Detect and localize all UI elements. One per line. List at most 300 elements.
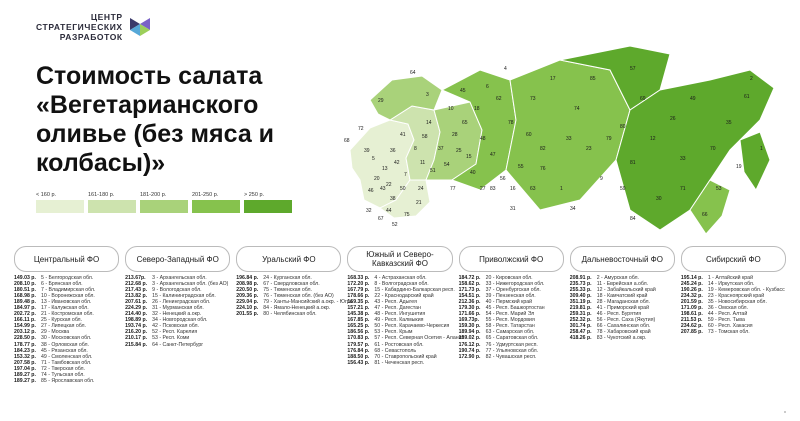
region-name: 60 - Респ. Хакасия xyxy=(707,323,753,330)
region-name: 41 - Приморский край xyxy=(596,305,649,312)
price-value: 172.20 р. xyxy=(347,281,370,288)
map-region-number: 20 xyxy=(374,176,380,182)
price-value: 224.29 р. xyxy=(125,305,148,312)
map-region-number: 66 xyxy=(702,212,708,218)
district-header: Приволжский ФО xyxy=(459,246,564,272)
map-region-number: 27 xyxy=(480,186,486,192)
region-name: 30 - Московская обл. xyxy=(41,335,92,342)
region-name: 49 - Смоленская обл. xyxy=(41,353,93,360)
region-name: 9 - Вологодская обл. xyxy=(152,287,202,294)
price-value: 179.57 р. xyxy=(347,341,370,348)
price-value: 184.97 р. xyxy=(14,305,36,312)
price-value: 228.50 р. xyxy=(14,335,36,342)
price-value: 189.27 р. xyxy=(14,371,36,378)
region-name: 38 - Орловская обл. xyxy=(41,341,89,348)
legend-item xyxy=(140,192,188,213)
price-value: 167.85 р. xyxy=(347,317,370,324)
region-name: 84 - Ямало-Ненецкий а.окр. xyxy=(263,305,331,312)
price-value: 168.98 р. xyxy=(14,293,36,300)
district-column xyxy=(347,246,465,384)
price-value: 153.32 р. xyxy=(14,353,36,360)
map-region-number: 73 xyxy=(530,96,536,102)
price-row xyxy=(14,378,119,384)
region-name: 14 - Иркутская обл. xyxy=(707,281,755,288)
region-name: 76 - Тюменская обл. (без АО) xyxy=(263,293,334,300)
map-region-number: 80 xyxy=(620,124,626,130)
price-value: 178.66 р. xyxy=(347,293,370,300)
map-region-number: 28 xyxy=(452,132,458,138)
price-value: 176.84 р. xyxy=(347,347,370,354)
price-value: 214.40 р. xyxy=(125,311,148,318)
region-name: 5 - Белгородская обл. xyxy=(41,275,94,281)
region-name: 45 - Рязанская обл. xyxy=(41,347,88,354)
region-name: 65 - Саратовская обл. xyxy=(485,335,539,342)
district-rows xyxy=(125,275,230,348)
map-region-number: 85 xyxy=(590,76,596,82)
price-value: 201.59 р. xyxy=(680,299,703,306)
map-region-number: 49 xyxy=(690,96,696,102)
price-value: 202.72 р. xyxy=(14,311,36,318)
district-column xyxy=(125,246,230,384)
region-name: 49 - Респ. Калмыкия xyxy=(374,317,424,324)
price-value: 209.36 р. xyxy=(236,293,259,300)
region-name: 78 - Хабаровский край xyxy=(596,329,651,336)
map-region-number: 33 xyxy=(566,136,572,142)
price-value: 154.51 р. xyxy=(458,293,481,300)
price-row xyxy=(459,354,564,360)
map-region-number: 46 xyxy=(368,188,374,194)
map-region-number: 16 xyxy=(510,186,516,192)
map-region-number: 59 xyxy=(620,186,626,192)
map-region-number: 1 xyxy=(560,186,563,192)
price-value: 229.04 р. xyxy=(236,299,259,306)
price-value: 159.30 р. xyxy=(458,323,481,330)
map-region-number: 19 xyxy=(736,164,742,170)
price-value: 418.26 р. xyxy=(569,335,592,342)
map-region-number: 6 xyxy=(486,84,489,90)
price-value: 172.90 р. xyxy=(458,353,481,360)
map-region-number: 57 xyxy=(630,66,636,72)
region-name: 3 - Архангельская обл. xyxy=(152,275,207,281)
price-value: 212.36 р. xyxy=(458,299,481,306)
region-name: 53 - Респ. Крым xyxy=(374,329,413,336)
color-legend xyxy=(36,192,296,213)
logo-line-2: СТРАТЕГИЧЕСКИХ xyxy=(36,22,123,32)
district-rows xyxy=(570,275,675,342)
map-region-number: 42 xyxy=(394,160,400,166)
region-name: 58 - Респ. Татарстан xyxy=(485,323,535,330)
price-value: 208.91 р. xyxy=(569,275,592,281)
price-value: 301.74 р. xyxy=(569,323,592,330)
region-name: 21 - Костромская обл. xyxy=(41,311,94,318)
region-name: 48 - Респ. Ингушетия xyxy=(374,311,426,318)
region-name: 68 - Севастополь xyxy=(374,347,417,354)
map-region-number: 1 xyxy=(760,146,763,152)
region-name: 22 - Краснодарский край xyxy=(374,293,434,300)
price-value: 235.73 р. xyxy=(569,281,592,288)
price-value: 201.55 р. xyxy=(236,311,259,318)
region-name: 55 - Респ. Мордовия xyxy=(485,317,535,324)
region-name: 53 - Респ. Коми xyxy=(152,335,190,342)
price-value: 216.20 р. xyxy=(125,329,148,336)
price-row xyxy=(681,329,786,335)
region-name: 1 - Алтайский край xyxy=(707,275,753,281)
map-region-number: 25 xyxy=(456,148,462,154)
region-name: 27 - Липецкая обл. xyxy=(41,323,86,330)
price-value: 234.32 р. xyxy=(680,293,703,300)
map-region-number: 69 xyxy=(640,96,646,102)
map-region-number: 77 xyxy=(450,186,456,192)
map-region-number: 45 xyxy=(460,88,466,94)
region-name: 54 - Респ. Марий Эл xyxy=(485,311,535,318)
legend-item xyxy=(88,192,136,213)
map-region-number: 32 xyxy=(366,208,372,214)
price-value: 203.12 р. xyxy=(14,329,36,336)
legend-item xyxy=(192,192,240,213)
district-header: Дальневосточный ФО xyxy=(570,246,675,272)
region-name: 67 - Свердловская обл. xyxy=(263,281,320,288)
map-region-number: 13 xyxy=(382,166,388,172)
price-value: 188.50 р. xyxy=(347,353,370,360)
price-value: 179.30 р. xyxy=(458,305,481,312)
price-value: 184.23 р. xyxy=(14,347,36,354)
price-value: 189.94 р. xyxy=(458,329,481,336)
region-name: 4 - Астраханская обл. xyxy=(374,275,427,281)
price-value: 217.43 р. xyxy=(125,287,148,294)
price-value: 176.12 р. xyxy=(458,341,481,348)
map-region-number: 23 xyxy=(586,146,592,152)
region-name: 77 - Ульяновская обл. xyxy=(485,347,539,354)
map-region-number: 35 xyxy=(726,120,732,126)
price-value: 189.48 р. xyxy=(14,299,36,306)
map-region-number: 36 xyxy=(390,148,396,154)
map-region-number: 39 xyxy=(364,148,370,154)
price-value: 157.21 р. xyxy=(347,305,370,312)
map-region-number: 15 xyxy=(466,154,472,160)
map-region-number: 50 xyxy=(400,186,406,192)
price-value: 156.43 р. xyxy=(347,359,370,366)
price-value: 213.82 р. xyxy=(125,293,148,300)
map-region-number: 53 xyxy=(716,186,722,192)
region-name: 40 - Пермский край xyxy=(485,299,533,306)
region-name: 80 - Челябинская обл. xyxy=(263,311,317,318)
price-value: 212.68 р. xyxy=(125,281,148,288)
price-value: 190.74 р. xyxy=(458,347,481,354)
map-region-number: 55 xyxy=(518,164,524,170)
map-region-number: 29 xyxy=(378,98,384,104)
region-name: 29 - Москва xyxy=(41,329,70,336)
legend-swatch xyxy=(140,200,188,213)
region-name: 25 - Курская обл. xyxy=(41,317,83,324)
region-name: 44 - Респ. Алтай xyxy=(707,311,748,318)
region-name: 73 - Томская обл. xyxy=(707,329,750,336)
region-name: 37 - Оренбургская обл. xyxy=(485,287,541,294)
map-region-number: 38 xyxy=(390,196,396,202)
price-value: 180.51 р. xyxy=(14,287,36,294)
region-name: 83 - Чукотский а.окр. xyxy=(596,335,647,342)
price-value: 195.14 р. xyxy=(680,275,703,281)
map-region-number: 75 xyxy=(404,212,410,218)
map-region-number: 5 xyxy=(372,156,375,162)
region-name: 32 - Ненецкий а.окр. xyxy=(152,311,202,318)
map-region-number: 63 xyxy=(530,186,536,192)
price-value: 208.98 р. xyxy=(236,281,259,288)
map-region-number: 17 xyxy=(550,76,556,82)
price-value: 170.83 р. xyxy=(347,335,370,342)
price-value: 184.72 р. xyxy=(458,275,481,281)
map-region-number: 64 xyxy=(410,70,416,76)
map-region-number: 67 xyxy=(378,216,384,222)
price-value: 213.67р. xyxy=(125,275,146,281)
map-region-number: 82 xyxy=(540,146,546,152)
region-name: 56 - Респ. Саха (Якутия) xyxy=(596,317,656,324)
region-name: 24 - Курганская обл. xyxy=(263,275,312,281)
legend-item xyxy=(244,192,292,213)
region-name: 50 - Респ. Карачаево-Черкесия xyxy=(374,323,450,330)
region-name: 74 - Тульская обл. xyxy=(41,371,85,378)
region-name: 81 - Чеченская респ. xyxy=(374,359,425,366)
legend-label: 181-200 р. xyxy=(140,192,167,198)
region-name: 8 - Волгоградская обл. xyxy=(374,281,429,288)
price-value: 171.66 р. xyxy=(458,311,481,318)
map-region-siberia xyxy=(506,60,630,210)
region-name: 42 - Псковская обл. xyxy=(152,323,199,330)
map-region-number: 18 xyxy=(474,106,480,112)
region-name: 39 - Пензенская обл. xyxy=(485,293,536,300)
price-value: 207.61 р. xyxy=(125,299,148,306)
price-value: 166.11 р. xyxy=(14,317,36,324)
price-value: 198.89 р. xyxy=(125,317,148,324)
price-value: 149.03 р. xyxy=(14,275,36,281)
map-region-number: 68 xyxy=(344,138,350,144)
region-name: 64 - Санкт-Петербург xyxy=(152,341,204,348)
price-value: 154.99 р. xyxy=(14,323,36,330)
map-region-number: 21 xyxy=(416,200,422,206)
map-region-number: 74 xyxy=(574,106,580,112)
district-column xyxy=(236,246,353,384)
page-dot xyxy=(784,411,786,413)
map-region-number: 65 xyxy=(462,120,468,126)
map-region-number: 9 xyxy=(600,176,603,182)
region-name: 82 - Чувашская респ. xyxy=(485,353,537,360)
price-value: 167.79 р. xyxy=(347,287,370,294)
region-name: 59 - Респ. Тыва xyxy=(707,317,745,324)
map-region-number: 76 xyxy=(540,166,546,172)
price-value: 207.58 р. xyxy=(14,359,36,366)
map-region-number: 26 xyxy=(670,116,676,122)
map-region-number: 81 xyxy=(630,160,636,166)
district-header: Северо-Западный ФО xyxy=(125,246,230,272)
price-value: 198.61 р. xyxy=(680,311,703,318)
map-region-number: 61 xyxy=(744,94,750,100)
map-region-number: 51 xyxy=(430,168,436,174)
region-name: 75 - Тюменская обл. xyxy=(263,287,312,294)
price-value: 234.62 р. xyxy=(680,323,703,330)
price-value: 171.73 р. xyxy=(458,287,481,294)
district-header: Сибирский ФО xyxy=(681,246,786,272)
map-region-number: 41 xyxy=(400,132,406,138)
region-name: 17 - Калужская обл. xyxy=(41,305,89,312)
legend-swatch xyxy=(244,200,292,213)
region-name: 18 - Камчатский край xyxy=(596,293,648,300)
price-value: 211.53 р. xyxy=(680,317,703,324)
region-name: 26 - Ленинградская обл. xyxy=(152,299,211,306)
map-region-number: 48 xyxy=(480,136,486,142)
price-value: 189.27 р. xyxy=(14,377,36,384)
price-value: 158.62 р. xyxy=(458,281,481,288)
region-name: 61 - Ростовская обл. xyxy=(374,341,424,348)
district-column xyxy=(570,246,675,384)
map-region-number: 44 xyxy=(386,208,392,214)
district-column xyxy=(681,246,786,384)
region-name: 70 - Ставропольский край xyxy=(374,353,437,360)
region-name: 43 - Респ. Адыгея xyxy=(374,299,417,306)
price-value: 224.10 р. xyxy=(236,305,259,312)
region-name: 12 - Забайкальский край xyxy=(596,287,656,294)
map-region-number: 31 xyxy=(510,206,516,212)
district-rows xyxy=(347,275,465,366)
price-value: 178.77 р. xyxy=(14,341,36,348)
map-region-number: 37 xyxy=(438,146,444,152)
region-name: 13 - Ивановская обл. xyxy=(41,299,92,306)
price-value: 169.73р. xyxy=(458,317,480,324)
legend-label: > 250 р. xyxy=(244,192,265,198)
logo xyxy=(36,12,153,42)
map-region-number: 58 xyxy=(422,134,428,140)
price-value: 196.84 р. xyxy=(236,275,259,281)
region-name: 15 - Кабардино-Балкарская респ. xyxy=(374,287,455,294)
region-name: 47 - Респ. Дагестан xyxy=(374,305,421,312)
price-row xyxy=(347,360,452,366)
region-name: 76 - Удмуртская респ. xyxy=(485,341,538,348)
logo-line-1: ЦЕНТР xyxy=(90,12,123,22)
map-region-number: 56 xyxy=(500,176,506,182)
price-value: 168.33 р. xyxy=(347,275,370,281)
map-region-number: 62 xyxy=(496,96,502,102)
region-name: 19 - Кемеровская обл. - Кузбасс xyxy=(707,287,785,294)
region-name: 57 - Респ. Северная Осетия - Алания xyxy=(374,335,465,342)
price-value: 145.38 р. xyxy=(347,311,370,318)
district-column xyxy=(14,246,119,384)
price-value: 171.09 р. xyxy=(680,305,703,312)
price-value: 220.50 р. xyxy=(236,287,259,294)
district-column xyxy=(459,246,564,384)
region-name: 7 - Владимирская обл. xyxy=(41,287,96,294)
price-value: 252.32 р. xyxy=(569,317,592,324)
region-name: 46 - Респ. Бурятия xyxy=(596,311,642,318)
map-region-number: 71 xyxy=(680,186,686,192)
region-name: 28 - Магаданская обл. xyxy=(596,299,650,306)
page-title: Стоимость салата «Вегетарианского оливье (без мяса и колбасы)» xyxy=(36,62,275,177)
map-region-number: 84 xyxy=(630,216,636,222)
region-name: 20 - Кировская обл. xyxy=(485,275,533,281)
map-region-number: 3 xyxy=(426,92,429,98)
map-region-number: 24 xyxy=(418,186,424,192)
map-region-number: 52 xyxy=(392,222,398,228)
region-name: 31 - Мурманская обл. xyxy=(152,305,204,312)
district-header: Южный и Северо-Кавказский ФО xyxy=(347,246,452,272)
price-value: 186.56 р. xyxy=(347,329,370,336)
legend-swatch xyxy=(192,200,240,213)
map-region-number: 54 xyxy=(444,162,450,168)
legend-swatch xyxy=(88,200,136,213)
price-value: 255.33 р. xyxy=(569,287,592,294)
region-name: 10 - Воронежская обл. xyxy=(41,293,95,300)
region-name: 72 - Тверская обл. xyxy=(41,365,85,372)
region-name: 2 - Амурская обл. xyxy=(596,275,639,281)
price-row xyxy=(236,311,341,317)
map-region-number: 22 xyxy=(386,182,392,188)
map-region-number: 8 xyxy=(414,146,417,152)
map-region-number: 78 xyxy=(508,120,514,126)
price-value: 258.47 р. xyxy=(569,329,592,336)
region-name: 45 - Респ. Башкортостан xyxy=(485,305,545,312)
district-columns xyxy=(14,246,786,384)
legend-label: < 160 р. xyxy=(36,192,57,198)
logo-mark-icon xyxy=(127,14,153,40)
map-region-number: 11 xyxy=(420,160,426,166)
map-region-number: 60 xyxy=(526,132,532,138)
map-region-number: 7 xyxy=(404,172,407,178)
map-region-number: 33 xyxy=(680,156,686,162)
region-name: 71 - Тамбовская обл. xyxy=(41,359,92,366)
price-value: 190.26 р. xyxy=(680,287,703,294)
region-name: 79 - Ханты-Мансийский а.окр. - Югра xyxy=(263,299,353,306)
map-region-number: 70 xyxy=(710,146,716,152)
map-region-number: 2 xyxy=(750,76,753,82)
price-row xyxy=(570,335,675,341)
map-region-number: 83 xyxy=(490,186,496,192)
price-value: 219.81 р. xyxy=(569,305,592,312)
price-value: 197.04 р. xyxy=(14,365,36,372)
region-name: 11 - Еврейская а.обл. xyxy=(596,281,649,288)
price-value: 159.02 р. xyxy=(458,335,481,342)
region-name: 52 - Респ. Карелия xyxy=(152,329,198,336)
price-value: 215.84 р. xyxy=(125,341,148,348)
map-region-kamchatka xyxy=(740,132,770,190)
price-value: 207.85 р. xyxy=(680,329,703,336)
region-name: 33 - Нижегородская обл. xyxy=(485,281,545,288)
map-region-number: 12 xyxy=(650,136,656,142)
map-region-number: 40 xyxy=(470,170,476,176)
map-region-number: 10 xyxy=(448,106,454,112)
region-name: 36 - Омская обл. xyxy=(707,305,749,312)
logo-line-3: РАЗРАБОТОК xyxy=(59,32,123,42)
map-region-number: 30 xyxy=(656,196,662,202)
legend-swatch xyxy=(36,200,84,213)
region-name: 66 - Сахалинская обл. xyxy=(596,323,651,330)
map-region-number: 14 xyxy=(426,120,432,126)
legend-item xyxy=(36,192,84,213)
legend-label: 201-250 р. xyxy=(192,192,219,198)
region-name: 34 - Новгородская обл. xyxy=(152,317,208,324)
price-value: 193.74 р. xyxy=(125,323,148,330)
price-value: 245.24 р. xyxy=(680,281,703,288)
district-rows xyxy=(14,275,119,384)
legend-label: 161-180 р. xyxy=(88,192,115,198)
map-region-number: 4 xyxy=(504,66,507,72)
price-value: 309.40 р. xyxy=(569,293,592,300)
map-region-number: 43 xyxy=(380,186,386,192)
region-name: 15 - Калининградская обл. xyxy=(152,293,216,300)
logo-text xyxy=(36,12,123,42)
price-value: 208.10 р. xyxy=(14,281,36,288)
district-rows xyxy=(681,275,786,335)
price-value: 169.35 р. xyxy=(347,299,370,306)
map-region-number: 34 xyxy=(570,206,576,212)
price-value: 210.17 р. xyxy=(125,335,148,342)
map-region-number: 79 xyxy=(606,136,612,142)
